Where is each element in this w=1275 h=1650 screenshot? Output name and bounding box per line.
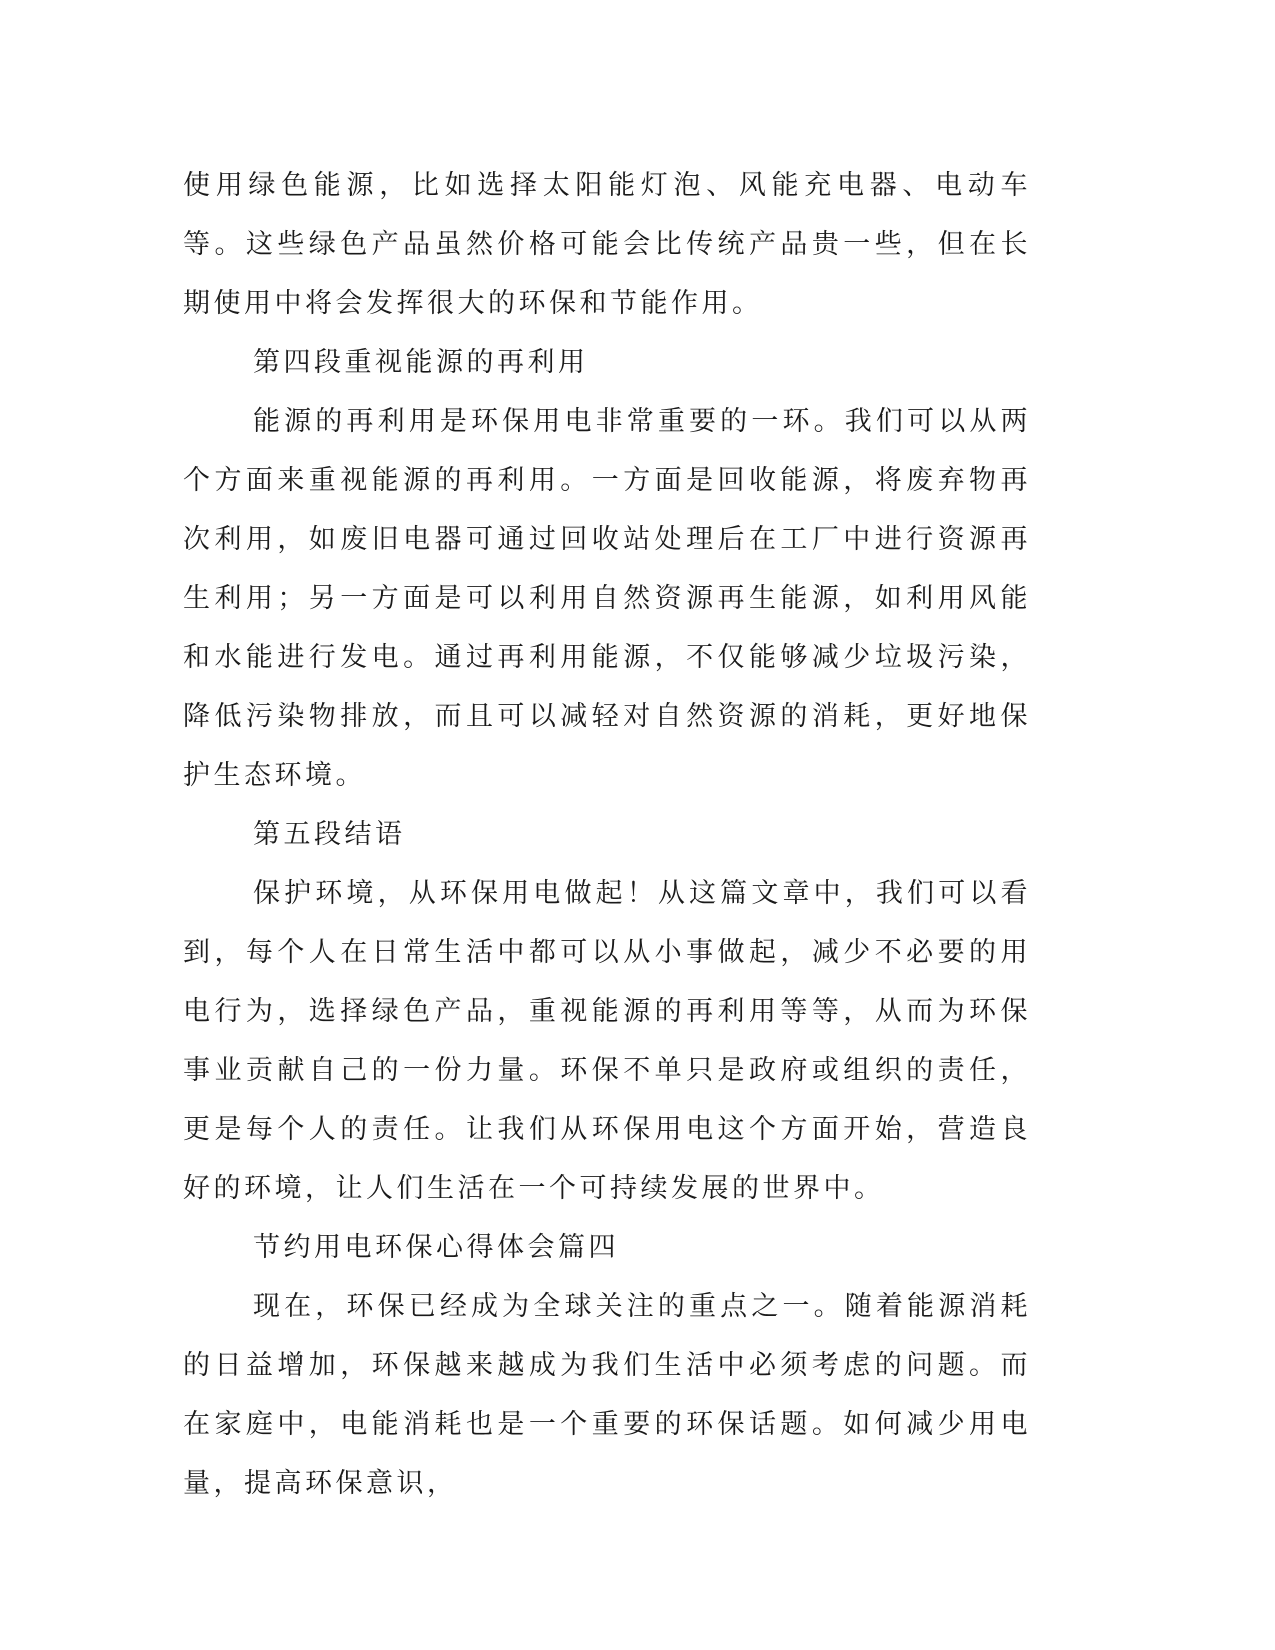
paragraph-intro-part-4: 现在，环保已经成为全球关注的重点之一。随着能源消耗的日益增加，环保越来越成为我们生活中必须考虑的问题。而在家庭中，电能消耗也是一个重要的环保话题。如何减少用电量，提高环保意识， bbox=[183, 1291, 1031, 1499]
document-body bbox=[183, 156, 1031, 1513]
article-title-part-4: 节约用电环保心得体会篇四 bbox=[253, 1232, 619, 1263]
paragraph-energy-reuse: 能源的再利用是环保用电非常重要的一环。我们可以从两个方面来重视能源的再利用。一方面是回收能源，将废弃物再次利用，如废旧电器可通过回收站处理后在工厂中进行资源再生利用；另一方面是可以利用自然资源再生能源，如利用风能和水能进行发电。通过再利用能源，不仅能够减少垃圾污染，降低污染物排放，而且可以减轻对自然资源的消耗，更好地保护生态环境。 bbox=[183, 406, 1031, 791]
paragraph-conclusion: 保护环境，从环保用电做起！从这篇文章中，我们可以看到，每个人在日常生活中都可以从小事做起，减少不必要的用电行为，选择绿色产品，重视能源的再利用等等，从而为环保事业贡献自己的一份力量。环保不单只是政府或组织的责任，更是每个人的责任。让我们从环保用电这个方面开始，营造良好的环境，让人们生活在一个可持续发展的世界中。 bbox=[183, 878, 1031, 1204]
section-heading-4: 第四段重视能源的再利用 bbox=[253, 347, 589, 378]
section-heading-5: 第五段结语 bbox=[253, 819, 406, 850]
continuation-paragraph: 使用绿色能源，比如选择太阳能灯泡、风能充电器、电动车等。这些绿色产品虽然价格可能会比传统产品贵一些，但在长期使用中将会发挥很大的环保和节能作用。 bbox=[183, 170, 1031, 319]
